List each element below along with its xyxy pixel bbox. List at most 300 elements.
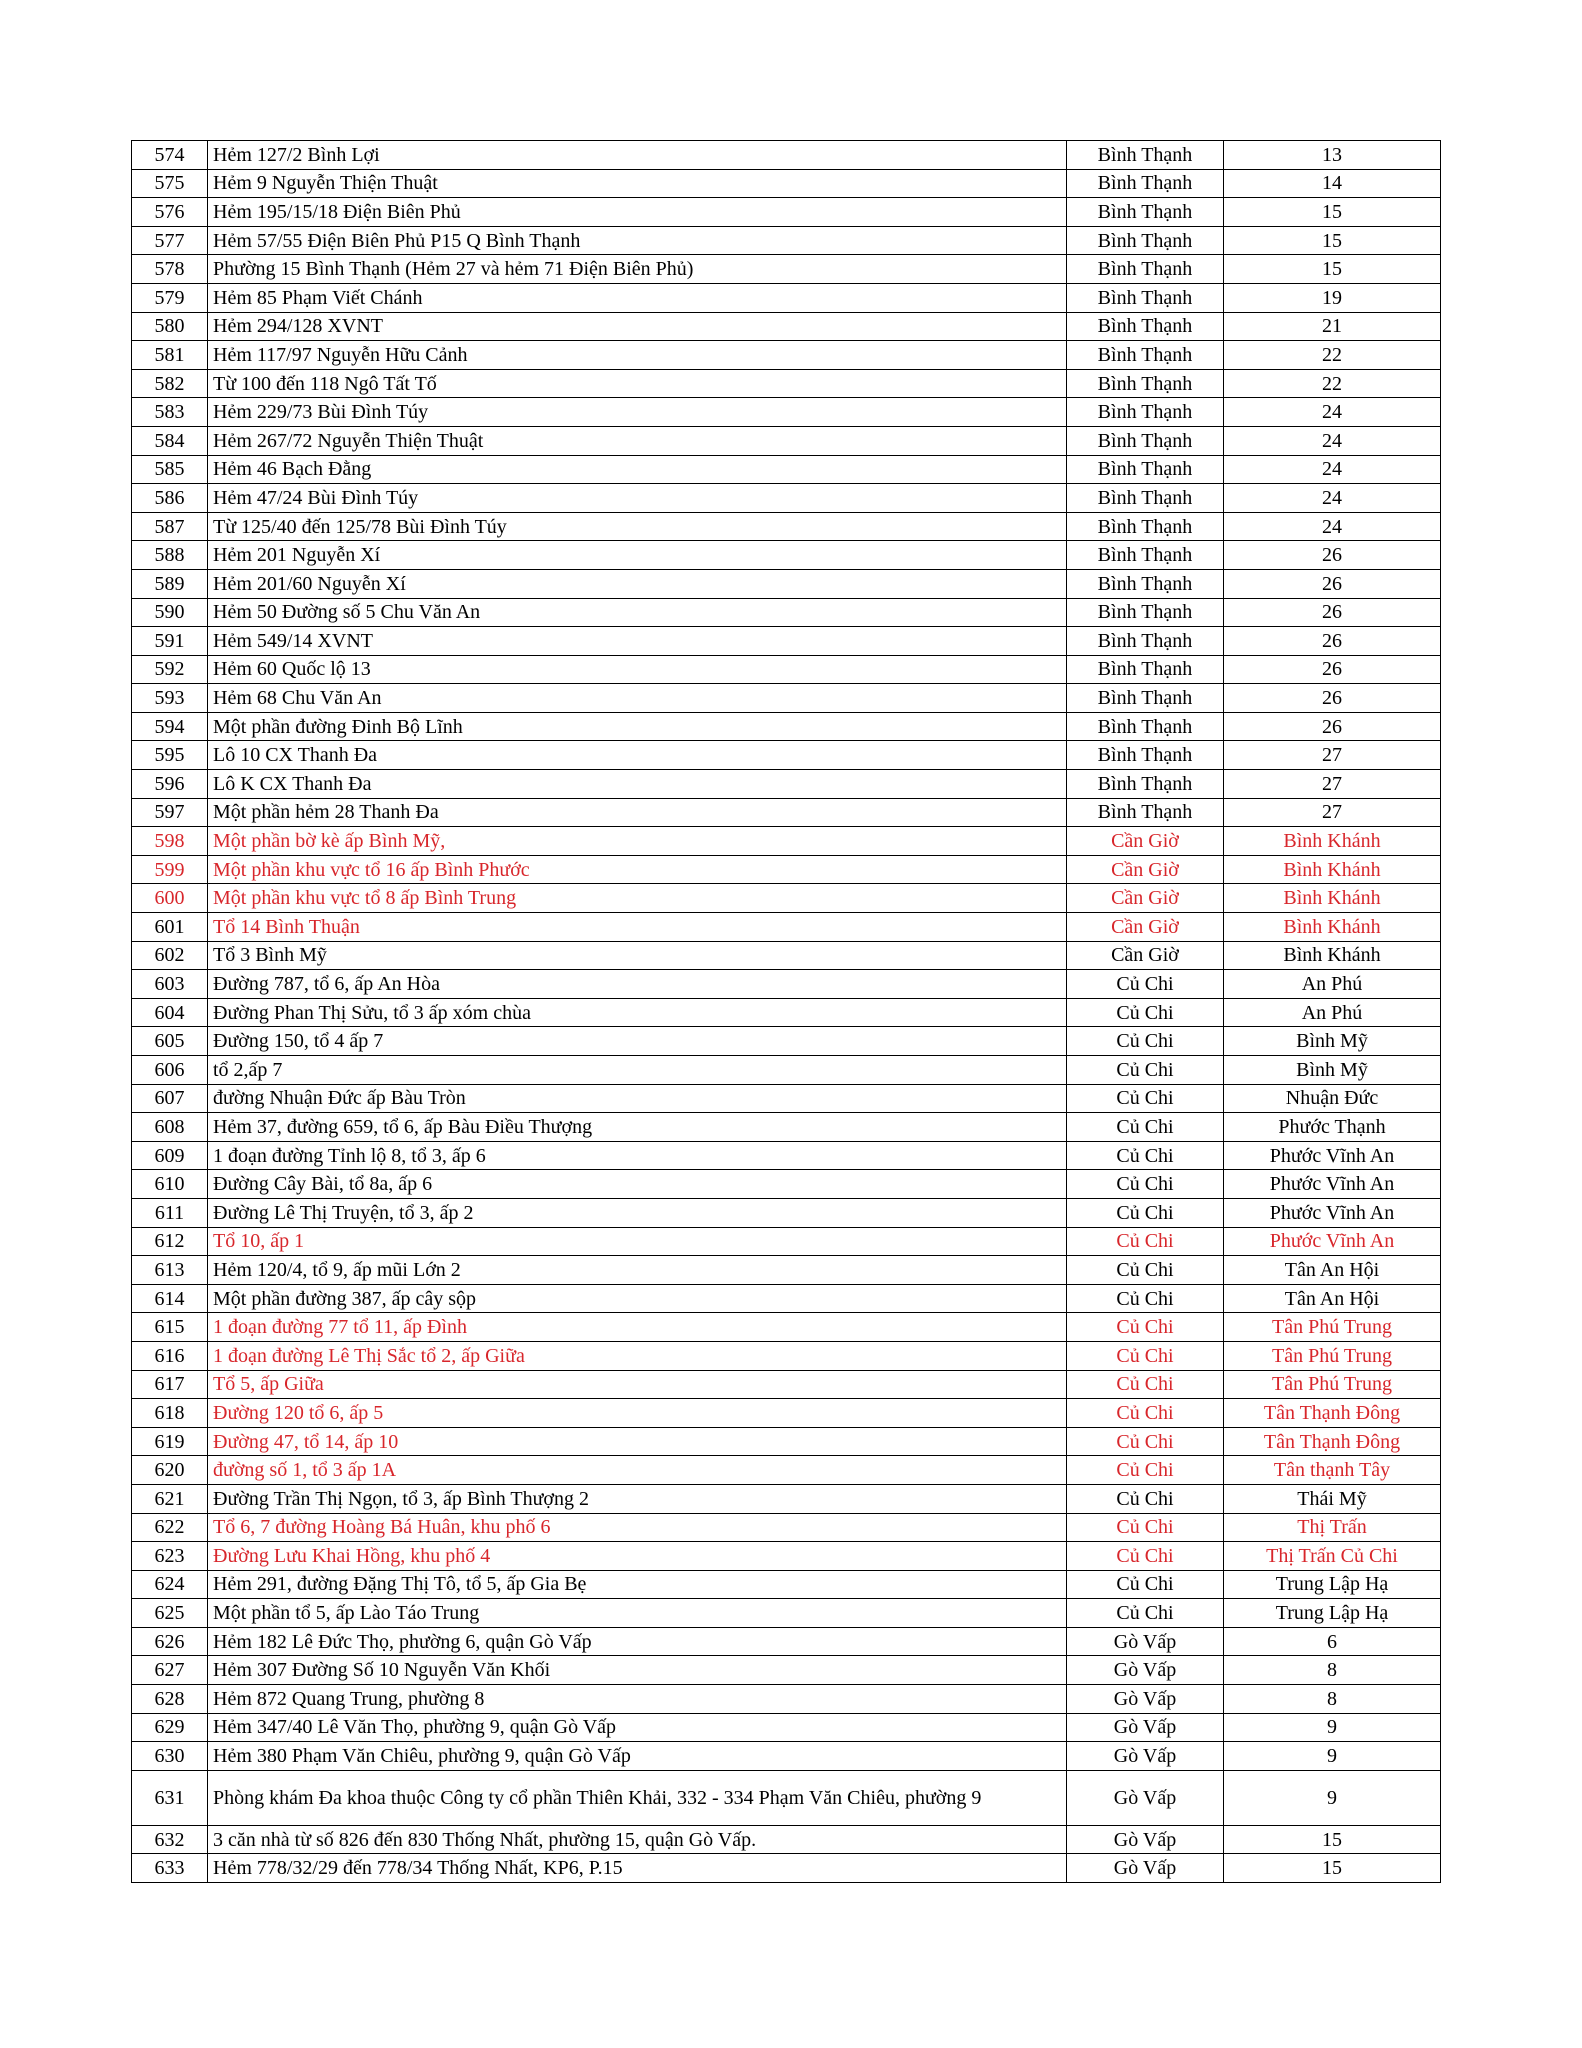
address-cell: Tổ 5, ấp Giữa bbox=[208, 1370, 1067, 1399]
row-number-cell: 594 bbox=[132, 712, 208, 741]
district-cell: Củ Chi bbox=[1067, 970, 1224, 999]
row-number-cell: 584 bbox=[132, 426, 208, 455]
district-cell: Cần Giờ bbox=[1067, 913, 1224, 942]
row-number-cell: 625 bbox=[132, 1599, 208, 1628]
table-row bbox=[132, 1542, 1441, 1571]
address-cell: Hẻm 68 Chu Văn An bbox=[208, 684, 1067, 713]
table-row bbox=[132, 398, 1441, 427]
address-cell: Tổ 10, ấp 1 bbox=[208, 1227, 1067, 1256]
ward-cell: Thị Trấn bbox=[1224, 1513, 1441, 1542]
table-body bbox=[132, 141, 1441, 1883]
address-cell: Hẻm 50 Đường số 5 Chu Văn An bbox=[208, 598, 1067, 627]
ward-cell: An Phú bbox=[1224, 998, 1441, 1027]
district-cell: Bình Thạnh bbox=[1067, 512, 1224, 541]
table-row bbox=[132, 1227, 1441, 1256]
table-row bbox=[132, 741, 1441, 770]
ward-cell: Phước Vĩnh An bbox=[1224, 1141, 1441, 1170]
district-cell: Bình Thạnh bbox=[1067, 398, 1224, 427]
ward-cell: 15 bbox=[1224, 1854, 1441, 1883]
ward-cell: 13 bbox=[1224, 141, 1441, 170]
district-cell: Củ Chi bbox=[1067, 1141, 1224, 1170]
ward-cell: Bình Khánh bbox=[1224, 941, 1441, 970]
row-number-cell: 605 bbox=[132, 1027, 208, 1056]
district-cell: Gò Vấp bbox=[1067, 1627, 1224, 1656]
address-cell: Hẻm 9 Nguyễn Thiện Thuật bbox=[208, 169, 1067, 198]
district-cell: Bình Thạnh bbox=[1067, 369, 1224, 398]
ward-cell: Tân An Hội bbox=[1224, 1256, 1441, 1285]
ward-cell: 26 bbox=[1224, 712, 1441, 741]
table-row bbox=[132, 1141, 1441, 1170]
district-cell: Củ Chi bbox=[1067, 1084, 1224, 1113]
table-row bbox=[132, 484, 1441, 513]
district-cell: Bình Thạnh bbox=[1067, 426, 1224, 455]
ward-cell: 15 bbox=[1224, 255, 1441, 284]
ward-cell: 8 bbox=[1224, 1685, 1441, 1714]
district-cell: Bình Thạnh bbox=[1067, 541, 1224, 570]
row-number-cell: 628 bbox=[132, 1685, 208, 1714]
district-cell: Củ Chi bbox=[1067, 1370, 1224, 1399]
table-row bbox=[132, 1685, 1441, 1714]
row-number-cell: 622 bbox=[132, 1513, 208, 1542]
district-cell: Củ Chi bbox=[1067, 1284, 1224, 1313]
ward-cell: 24 bbox=[1224, 512, 1441, 541]
address-cell: Một phần đường Đinh Bộ Lĩnh bbox=[208, 712, 1067, 741]
district-cell: Cần Giờ bbox=[1067, 941, 1224, 970]
table-row bbox=[132, 426, 1441, 455]
district-cell: Củ Chi bbox=[1067, 1027, 1224, 1056]
ward-cell: Thị Trấn Củ Chi bbox=[1224, 1542, 1441, 1571]
ward-cell: 9 bbox=[1224, 1742, 1441, 1771]
table-row bbox=[132, 655, 1441, 684]
table-row bbox=[132, 1198, 1441, 1227]
table-row bbox=[132, 884, 1441, 913]
row-number-cell: 623 bbox=[132, 1542, 208, 1571]
row-number-cell: 589 bbox=[132, 569, 208, 598]
address-cell: Một phần hẻm 28 Thanh Đa bbox=[208, 798, 1067, 827]
table-row bbox=[132, 169, 1441, 198]
district-cell: Gò Vấp bbox=[1067, 1742, 1224, 1771]
district-cell: Củ Chi bbox=[1067, 1513, 1224, 1542]
row-number-cell: 613 bbox=[132, 1256, 208, 1285]
address-cell: Hẻm 120/4, tổ 9, ấp mũi Lớn 2 bbox=[208, 1256, 1067, 1285]
address-cell: đường số 1, tổ 3 ấp 1A bbox=[208, 1456, 1067, 1485]
table-row bbox=[132, 827, 1441, 856]
row-number-cell: 630 bbox=[132, 1742, 208, 1771]
row-number-cell: 620 bbox=[132, 1456, 208, 1485]
table-row bbox=[132, 1570, 1441, 1599]
table-row bbox=[132, 1427, 1441, 1456]
ward-cell: 15 bbox=[1224, 226, 1441, 255]
table-row bbox=[132, 1170, 1441, 1199]
ward-cell: 8 bbox=[1224, 1656, 1441, 1685]
ward-cell: 26 bbox=[1224, 684, 1441, 713]
address-cell: Tổ 3 Bình Mỹ bbox=[208, 941, 1067, 970]
row-number-cell: 575 bbox=[132, 169, 208, 198]
ward-cell: 15 bbox=[1224, 198, 1441, 227]
district-cell: Củ Chi bbox=[1067, 1599, 1224, 1628]
table-row bbox=[132, 541, 1441, 570]
row-number-cell: 574 bbox=[132, 141, 208, 170]
ward-cell: Bình Khánh bbox=[1224, 855, 1441, 884]
table-row bbox=[132, 998, 1441, 1027]
address-cell: Lô K CX Thanh Đa bbox=[208, 770, 1067, 799]
row-number-cell: 586 bbox=[132, 484, 208, 513]
address-cell: Hẻm 307 Đường Số 10 Nguyễn Văn Khối bbox=[208, 1656, 1067, 1685]
address-cell: Hẻm 778/32/29 đến 778/34 Thống Nhất, KP6, P.15 bbox=[208, 1854, 1067, 1883]
address-cell: Đường Cây Bài, tổ 8a, ấp 6 bbox=[208, 1170, 1067, 1199]
table-row bbox=[132, 1770, 1441, 1825]
district-cell: Gò Vấp bbox=[1067, 1854, 1224, 1883]
table-row bbox=[132, 569, 1441, 598]
row-number-cell: 621 bbox=[132, 1484, 208, 1513]
row-number-cell: 627 bbox=[132, 1656, 208, 1685]
ward-cell: 26 bbox=[1224, 655, 1441, 684]
district-cell: Bình Thạnh bbox=[1067, 712, 1224, 741]
row-number-cell: 588 bbox=[132, 541, 208, 570]
address-cell: Hẻm 291, đường Đặng Thị Tô, tổ 5, ấp Gia Bẹ bbox=[208, 1570, 1067, 1599]
ward-cell: Phước Thạnh bbox=[1224, 1113, 1441, 1142]
ward-cell: 27 bbox=[1224, 770, 1441, 799]
table-row bbox=[132, 1341, 1441, 1370]
district-cell: Củ Chi bbox=[1067, 1256, 1224, 1285]
row-number-cell: 580 bbox=[132, 312, 208, 341]
table-row bbox=[132, 1854, 1441, 1883]
address-cell: đường Nhuận Đức ấp Bàu Tròn bbox=[208, 1084, 1067, 1113]
district-cell: Củ Chi bbox=[1067, 1113, 1224, 1142]
district-cell: Cần Giờ bbox=[1067, 827, 1224, 856]
table-row bbox=[132, 1027, 1441, 1056]
address-cell: Hẻm 117/97 Nguyễn Hữu Cảnh bbox=[208, 341, 1067, 370]
address-cell: Một phần bờ kè ấp Bình Mỹ, bbox=[208, 827, 1067, 856]
row-number-cell: 581 bbox=[132, 341, 208, 370]
table-row bbox=[132, 1313, 1441, 1342]
address-cell: Hẻm 549/14 XVNT bbox=[208, 627, 1067, 656]
district-cell: Bình Thạnh bbox=[1067, 598, 1224, 627]
district-cell: Củ Chi bbox=[1067, 1056, 1224, 1085]
ward-cell: An Phú bbox=[1224, 970, 1441, 999]
table-row bbox=[132, 1627, 1441, 1656]
district-cell: Bình Thạnh bbox=[1067, 770, 1224, 799]
address-cell: 3 căn nhà từ số 826 đến 830 Thống Nhất, phường 15, quận Gò Vấp. bbox=[208, 1825, 1067, 1854]
table-row bbox=[132, 1084, 1441, 1113]
ward-cell: Phước Vĩnh An bbox=[1224, 1198, 1441, 1227]
ward-cell: Phước Vĩnh An bbox=[1224, 1227, 1441, 1256]
table-row bbox=[132, 1399, 1441, 1428]
district-cell: Bình Thạnh bbox=[1067, 169, 1224, 198]
district-cell: Củ Chi bbox=[1067, 1313, 1224, 1342]
table-row bbox=[132, 312, 1441, 341]
ward-cell: 24 bbox=[1224, 455, 1441, 484]
ward-cell: Bình Mỹ bbox=[1224, 1027, 1441, 1056]
row-number-cell: 632 bbox=[132, 1825, 208, 1854]
row-number-cell: 631 bbox=[132, 1770, 208, 1825]
row-number-cell: 615 bbox=[132, 1313, 208, 1342]
district-cell: Bình Thạnh bbox=[1067, 798, 1224, 827]
table-row bbox=[132, 627, 1441, 656]
row-number-cell: 597 bbox=[132, 798, 208, 827]
district-cell: Bình Thạnh bbox=[1067, 741, 1224, 770]
row-number-cell: 582 bbox=[132, 369, 208, 398]
row-number-cell: 591 bbox=[132, 627, 208, 656]
district-cell: Bình Thạnh bbox=[1067, 455, 1224, 484]
row-number-cell: 603 bbox=[132, 970, 208, 999]
district-cell: Cần Giờ bbox=[1067, 884, 1224, 913]
ward-cell: Tân Phú Trung bbox=[1224, 1341, 1441, 1370]
table-row bbox=[132, 598, 1441, 627]
table-row bbox=[132, 1484, 1441, 1513]
district-cell: Bình Thạnh bbox=[1067, 684, 1224, 713]
address-cell: Hẻm 60 Quốc lộ 13 bbox=[208, 655, 1067, 684]
row-number-cell: 610 bbox=[132, 1170, 208, 1199]
address-cell: Từ 125/40 đến 125/78 Bùi Đình Túy bbox=[208, 512, 1067, 541]
row-number-cell: 576 bbox=[132, 198, 208, 227]
row-number-cell: 592 bbox=[132, 655, 208, 684]
district-cell: Củ Chi bbox=[1067, 1484, 1224, 1513]
table-row bbox=[132, 226, 1441, 255]
district-cell: Bình Thạnh bbox=[1067, 198, 1224, 227]
ward-cell: 15 bbox=[1224, 1825, 1441, 1854]
address-cell: Từ 100 đến 118 Ngô Tất Tố bbox=[208, 369, 1067, 398]
district-cell: Bình Thạnh bbox=[1067, 226, 1224, 255]
row-number-cell: 608 bbox=[132, 1113, 208, 1142]
address-cell: Đường 120 tổ 6, ấp 5 bbox=[208, 1399, 1067, 1428]
district-cell: Bình Thạnh bbox=[1067, 312, 1224, 341]
table-row bbox=[132, 1370, 1441, 1399]
address-cell: 1 đoạn đường Tỉnh lộ 8, tổ 3, ấp 6 bbox=[208, 1141, 1067, 1170]
table-row bbox=[132, 369, 1441, 398]
ward-cell: 9 bbox=[1224, 1713, 1441, 1742]
row-number-cell: 602 bbox=[132, 941, 208, 970]
ward-cell: Thái Mỹ bbox=[1224, 1484, 1441, 1513]
ward-cell: Tân Thạnh Đông bbox=[1224, 1427, 1441, 1456]
table-row bbox=[132, 712, 1441, 741]
ward-cell: Trung Lập Hạ bbox=[1224, 1599, 1441, 1628]
district-cell: Bình Thạnh bbox=[1067, 341, 1224, 370]
district-cell: Củ Chi bbox=[1067, 1456, 1224, 1485]
row-number-cell: 578 bbox=[132, 255, 208, 284]
district-cell: Củ Chi bbox=[1067, 1542, 1224, 1571]
address-cell: Một phần khu vực tổ 16 ấp Bình Phước bbox=[208, 855, 1067, 884]
row-number-cell: 593 bbox=[132, 684, 208, 713]
address-cell: Hẻm 47/24 Bùi Đình Túy bbox=[208, 484, 1067, 513]
district-cell: Bình Thạnh bbox=[1067, 655, 1224, 684]
address-cell: Đường Trần Thị Ngọn, tổ 3, ấp Bình Thượng 2 bbox=[208, 1484, 1067, 1513]
row-number-cell: 626 bbox=[132, 1627, 208, 1656]
row-number-cell: 624 bbox=[132, 1570, 208, 1599]
ward-cell: Bình Khánh bbox=[1224, 827, 1441, 856]
row-number-cell: 583 bbox=[132, 398, 208, 427]
table-row bbox=[132, 798, 1441, 827]
row-number-cell: 596 bbox=[132, 770, 208, 799]
ward-cell: 26 bbox=[1224, 569, 1441, 598]
ward-cell: Tân An Hội bbox=[1224, 1284, 1441, 1313]
table-row bbox=[132, 255, 1441, 284]
ward-cell: Phước Vĩnh An bbox=[1224, 1170, 1441, 1199]
address-cell: Tổ 6, 7 đường Hoàng Bá Huân, khu phố 6 bbox=[208, 1513, 1067, 1542]
address-cell: Phòng khám Đa khoa thuộc Công ty cổ phần Thiên Khải, 332 - 334 Phạm Văn Chiêu, phường 9 bbox=[208, 1770, 1067, 1825]
address-cell: 1 đoạn đường Lê Thị Sắc tổ 2, ấp Giữa bbox=[208, 1341, 1067, 1370]
address-cell: Phường 15 Bình Thạnh (Hẻm 27 và hẻm 71 Điện Biên Phủ) bbox=[208, 255, 1067, 284]
table-row bbox=[132, 141, 1441, 170]
address-cell: Hẻm 195/15/18 Điện Biên Phủ bbox=[208, 198, 1067, 227]
table-row bbox=[132, 1713, 1441, 1742]
address-cell: Đường 47, tổ 14, ấp 10 bbox=[208, 1427, 1067, 1456]
district-cell: Củ Chi bbox=[1067, 1227, 1224, 1256]
row-number-cell: 614 bbox=[132, 1284, 208, 1313]
ward-cell: Tân Thạnh Đông bbox=[1224, 1399, 1441, 1428]
ward-cell: Nhuận Đức bbox=[1224, 1084, 1441, 1113]
row-number-cell: 590 bbox=[132, 598, 208, 627]
table-row bbox=[132, 283, 1441, 312]
row-number-cell: 607 bbox=[132, 1084, 208, 1113]
ward-cell: 21 bbox=[1224, 312, 1441, 341]
ward-cell: Tân Phú Trung bbox=[1224, 1370, 1441, 1399]
address-cell: Hẻm 201 Nguyễn Xí bbox=[208, 541, 1067, 570]
ward-cell: 24 bbox=[1224, 398, 1441, 427]
ward-cell: Bình Mỹ bbox=[1224, 1056, 1441, 1085]
address-cell: Đường Lưu Khai Hồng, khu phố 4 bbox=[208, 1542, 1067, 1571]
row-number-cell: 587 bbox=[132, 512, 208, 541]
ward-cell: Bình Khánh bbox=[1224, 913, 1441, 942]
district-cell: Củ Chi bbox=[1067, 1427, 1224, 1456]
table-row bbox=[132, 970, 1441, 999]
ward-cell: 14 bbox=[1224, 169, 1441, 198]
row-number-cell: 616 bbox=[132, 1341, 208, 1370]
address-cell: tổ 2,ấp 7 bbox=[208, 1056, 1067, 1085]
table-row bbox=[132, 198, 1441, 227]
address-cell: Lô 10 CX Thanh Đa bbox=[208, 741, 1067, 770]
district-cell: Củ Chi bbox=[1067, 1399, 1224, 1428]
address-cell: Hẻm 201/60 Nguyễn Xí bbox=[208, 569, 1067, 598]
district-cell: Củ Chi bbox=[1067, 1198, 1224, 1227]
table-row bbox=[132, 1656, 1441, 1685]
address-cell: Tổ 14 Bình Thuận bbox=[208, 913, 1067, 942]
row-number-cell: 611 bbox=[132, 1198, 208, 1227]
table-row bbox=[132, 1599, 1441, 1628]
ward-cell: 26 bbox=[1224, 598, 1441, 627]
address-cell: Hẻm 267/72 Nguyễn Thiện Thuật bbox=[208, 426, 1067, 455]
address-cell: Hẻm 37, đường 659, tổ 6, ấp Bàu Điều Thượng bbox=[208, 1113, 1067, 1142]
table-row bbox=[132, 512, 1441, 541]
row-number-cell: 609 bbox=[132, 1141, 208, 1170]
district-cell: Củ Chi bbox=[1067, 998, 1224, 1027]
table-row bbox=[132, 1456, 1441, 1485]
table-row bbox=[132, 855, 1441, 884]
ward-cell: Tân thạnh Tây bbox=[1224, 1456, 1441, 1485]
ward-cell: 6 bbox=[1224, 1627, 1441, 1656]
ward-cell: 22 bbox=[1224, 369, 1441, 398]
table-row bbox=[132, 1284, 1441, 1313]
ward-cell: 27 bbox=[1224, 798, 1441, 827]
table-row bbox=[132, 1113, 1441, 1142]
address-cell: 1 đoạn đường 77 tổ 11, ấp Đình bbox=[208, 1313, 1067, 1342]
district-cell: Bình Thạnh bbox=[1067, 484, 1224, 513]
address-cell: Hẻm 229/73 Bùi Đình Túy bbox=[208, 398, 1067, 427]
address-cell: Đường 787, tổ 6, ấp An Hòa bbox=[208, 970, 1067, 999]
district-cell: Củ Chi bbox=[1067, 1170, 1224, 1199]
row-number-cell: 604 bbox=[132, 998, 208, 1027]
district-cell: Bình Thạnh bbox=[1067, 283, 1224, 312]
district-cell: Củ Chi bbox=[1067, 1341, 1224, 1370]
ward-cell: 26 bbox=[1224, 627, 1441, 656]
ward-cell: 9 bbox=[1224, 1770, 1441, 1825]
ward-cell: 24 bbox=[1224, 426, 1441, 455]
row-number-cell: 618 bbox=[132, 1399, 208, 1428]
ward-cell: 24 bbox=[1224, 484, 1441, 513]
ward-cell: 22 bbox=[1224, 341, 1441, 370]
address-cell: Hẻm 57/55 Điện Biên Phủ P15 Q Bình Thạnh bbox=[208, 226, 1067, 255]
row-number-cell: 606 bbox=[132, 1056, 208, 1085]
address-cell: Hẻm 46 Bạch Đằng bbox=[208, 455, 1067, 484]
row-number-cell: 633 bbox=[132, 1854, 208, 1883]
row-number-cell: 577 bbox=[132, 226, 208, 255]
row-number-cell: 598 bbox=[132, 827, 208, 856]
ward-cell: 27 bbox=[1224, 741, 1441, 770]
ward-cell: Tân Phú Trung bbox=[1224, 1313, 1441, 1342]
district-cell: Gò Vấp bbox=[1067, 1770, 1224, 1825]
address-cell: Một phần tổ 5, ấp Lào Táo Trung bbox=[208, 1599, 1067, 1628]
table-row bbox=[132, 1513, 1441, 1542]
row-number-cell: 585 bbox=[132, 455, 208, 484]
address-cell: Hẻm 347/40 Lê Văn Thọ, phường 9, quận Gò Vấp bbox=[208, 1713, 1067, 1742]
row-number-cell: 617 bbox=[132, 1370, 208, 1399]
address-cell: Hẻm 182 Lê Đức Thọ, phường 6, quận Gò Vấp bbox=[208, 1627, 1067, 1656]
district-cell: Cần Giờ bbox=[1067, 855, 1224, 884]
ward-cell: 26 bbox=[1224, 541, 1441, 570]
district-cell: Gò Vấp bbox=[1067, 1656, 1224, 1685]
table-row bbox=[132, 341, 1441, 370]
address-cell: Đường Lê Thị Truyện, tổ 3, ấp 2 bbox=[208, 1198, 1067, 1227]
address-cell: Đường 150, tổ 4 ấp 7 bbox=[208, 1027, 1067, 1056]
district-cell: Gò Vấp bbox=[1067, 1713, 1224, 1742]
row-number-cell: 600 bbox=[132, 884, 208, 913]
row-number-cell: 601 bbox=[132, 913, 208, 942]
district-cell: Gò Vấp bbox=[1067, 1825, 1224, 1854]
address-cell: Hẻm 127/2 Bình Lợi bbox=[208, 141, 1067, 170]
address-cell: Đường Phan Thị Sửu, tổ 3 ấp xóm chùa bbox=[208, 998, 1067, 1027]
district-cell: Củ Chi bbox=[1067, 1570, 1224, 1599]
table-row bbox=[132, 913, 1441, 942]
table-row bbox=[132, 684, 1441, 713]
address-cell: Một phần khu vực tổ 8 ấp Bình Trung bbox=[208, 884, 1067, 913]
row-number-cell: 629 bbox=[132, 1713, 208, 1742]
ward-cell: Trung Lập Hạ bbox=[1224, 1570, 1441, 1599]
district-cell: Gò Vấp bbox=[1067, 1685, 1224, 1714]
address-table bbox=[131, 140, 1441, 1883]
district-cell: Bình Thạnh bbox=[1067, 255, 1224, 284]
table-row bbox=[132, 455, 1441, 484]
table-row bbox=[132, 1056, 1441, 1085]
ward-cell: Bình Khánh bbox=[1224, 884, 1441, 913]
address-cell: Hẻm 294/128 XVNT bbox=[208, 312, 1067, 341]
table-row bbox=[132, 1825, 1441, 1854]
district-cell: Bình Thạnh bbox=[1067, 141, 1224, 170]
district-cell: Bình Thạnh bbox=[1067, 627, 1224, 656]
table-row bbox=[132, 1742, 1441, 1771]
address-cell: Hẻm 85 Phạm Viết Chánh bbox=[208, 283, 1067, 312]
row-number-cell: 579 bbox=[132, 283, 208, 312]
address-cell: Một phần đường 387, ấp cây sộp bbox=[208, 1284, 1067, 1313]
address-cell: Hẻm 380 Phạm Văn Chiêu, phường 9, quận Gò Vấp bbox=[208, 1742, 1067, 1771]
table-row bbox=[132, 1256, 1441, 1285]
district-cell: Bình Thạnh bbox=[1067, 569, 1224, 598]
row-number-cell: 612 bbox=[132, 1227, 208, 1256]
table-row bbox=[132, 770, 1441, 799]
row-number-cell: 595 bbox=[132, 741, 208, 770]
address-cell: Hẻm 872 Quang Trung, phường 8 bbox=[208, 1685, 1067, 1714]
table-row bbox=[132, 941, 1441, 970]
row-number-cell: 599 bbox=[132, 855, 208, 884]
